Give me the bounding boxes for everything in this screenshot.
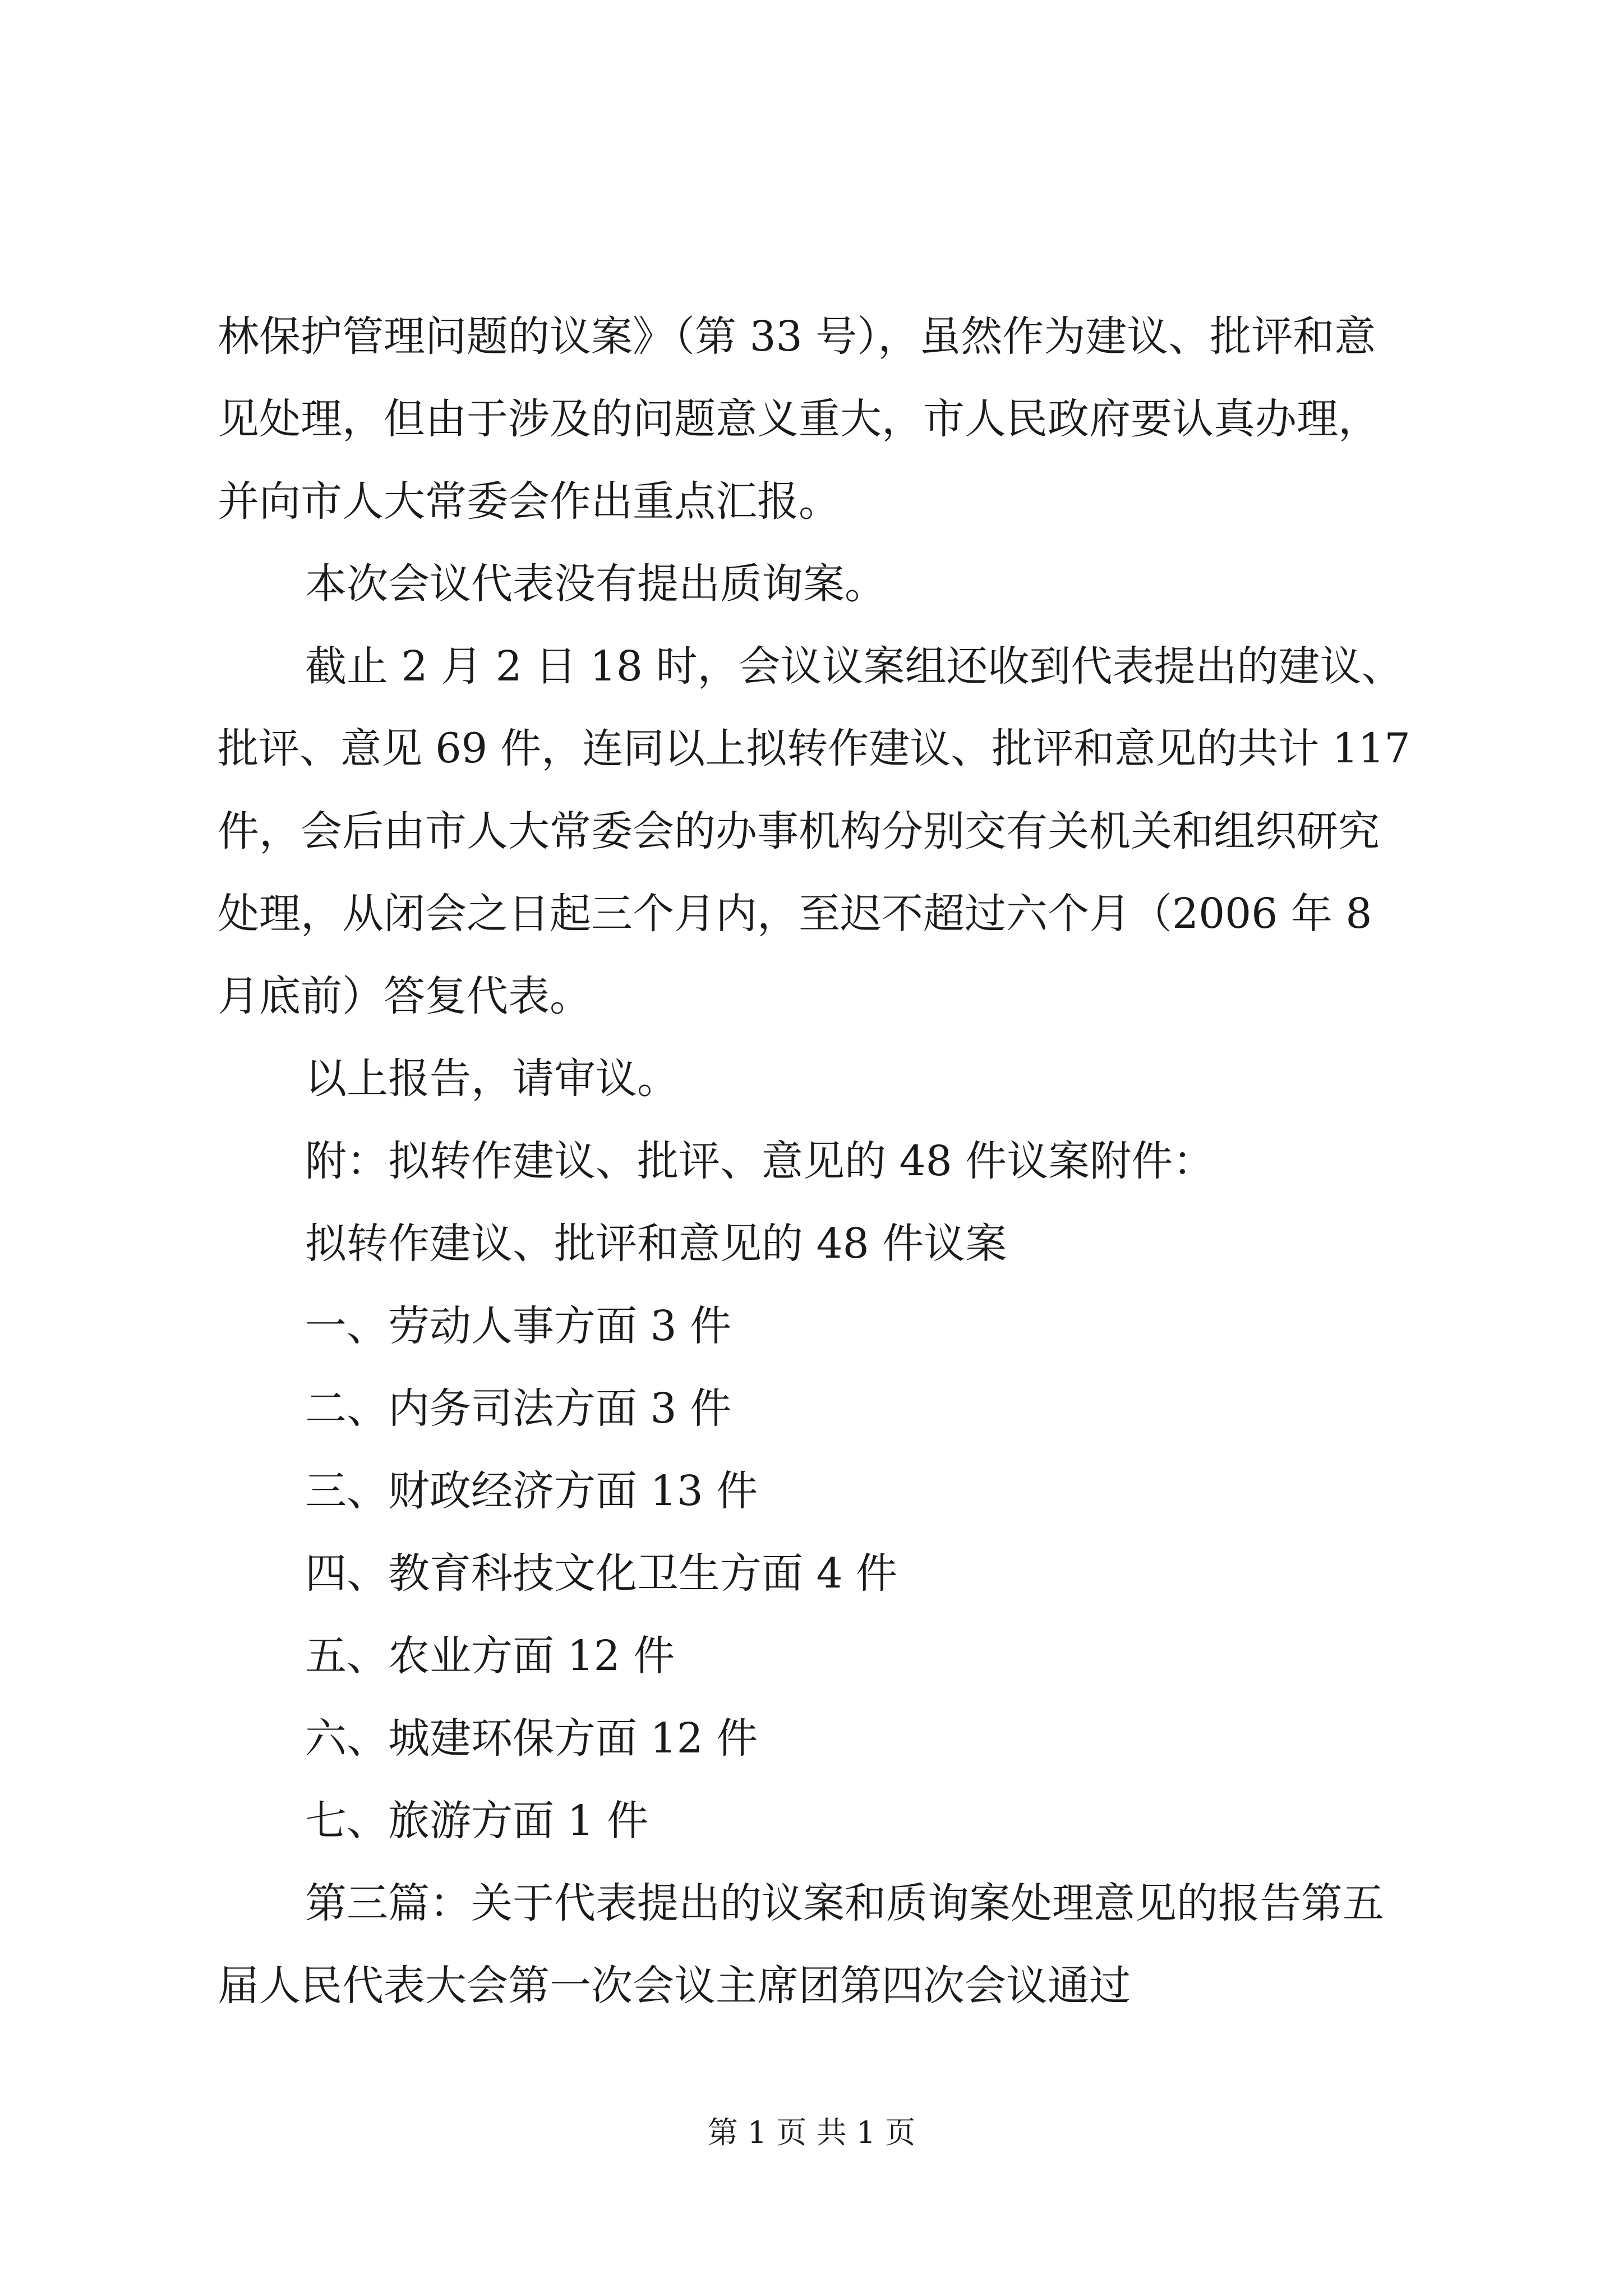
list-item: 一、劳动人事方面 3 件 — [305, 1302, 732, 1350]
paragraph-line: 本次会议代表没有提出质询案。 — [305, 560, 886, 608]
paragraph-line: 附：拟转作建议、批评、意见的 48 件议案附件： — [305, 1137, 1215, 1185]
paragraph-line: 月底前）答复代表。 — [218, 972, 591, 1020]
list-item: 六、城建环保方面 12 件 — [305, 1714, 758, 1763]
paragraph-line: 处理，从闭会之日起三个月内，至迟不超过六个月（2006 年 8 — [218, 890, 1372, 938]
list-item: 四、教育科技文化卫生方面 4 件 — [305, 1549, 898, 1598]
section-title-line: 第三篇：关于代表提出的议案和质询案处理意见的报告第五 — [305, 1879, 1384, 1927]
paragraph-line: 林保护管理问题的议案》（第 33 号），虽然作为建议、批评和意 — [218, 312, 1376, 361]
section-title-line: 届人民代表大会第一次会议主席团第四次会议通过 — [218, 1962, 1131, 2010]
list-item: 五、农业方面 12 件 — [305, 1632, 675, 1680]
paragraph-line: 批评、意见 69 件，连同以上拟转作建议、批评和意见的共计 117 — [218, 725, 1410, 772]
paragraph-line: 件，会后由市人大常委会的办事机构分别交有关机关和组织研究 — [218, 807, 1380, 855]
list-item: 七、旅游方面 1 件 — [305, 1797, 649, 1845]
list-item: 二、内务司法方面 3 件 — [305, 1384, 732, 1433]
page-number-footer: 第 1 页 共 1 页 — [707, 2115, 916, 2150]
paragraph-line: 截止 2 月 2 日 18 时，会议议案组还收到代表提出的建议、 — [305, 642, 1403, 691]
list-heading: 拟转作建议、批评和意见的 48 件议案 — [305, 1220, 1007, 1268]
paragraph-line: 见处理，但由于涉及的问题意义重大，市人民政府要认真办理， — [218, 395, 1380, 443]
paragraph-line: 以上报告，请审议。 — [305, 1055, 679, 1103]
paragraph-line: 并向市人大常委会作出重点汇报。 — [218, 477, 840, 526]
list-item: 三、财政经济方面 13 件 — [305, 1467, 758, 1515]
